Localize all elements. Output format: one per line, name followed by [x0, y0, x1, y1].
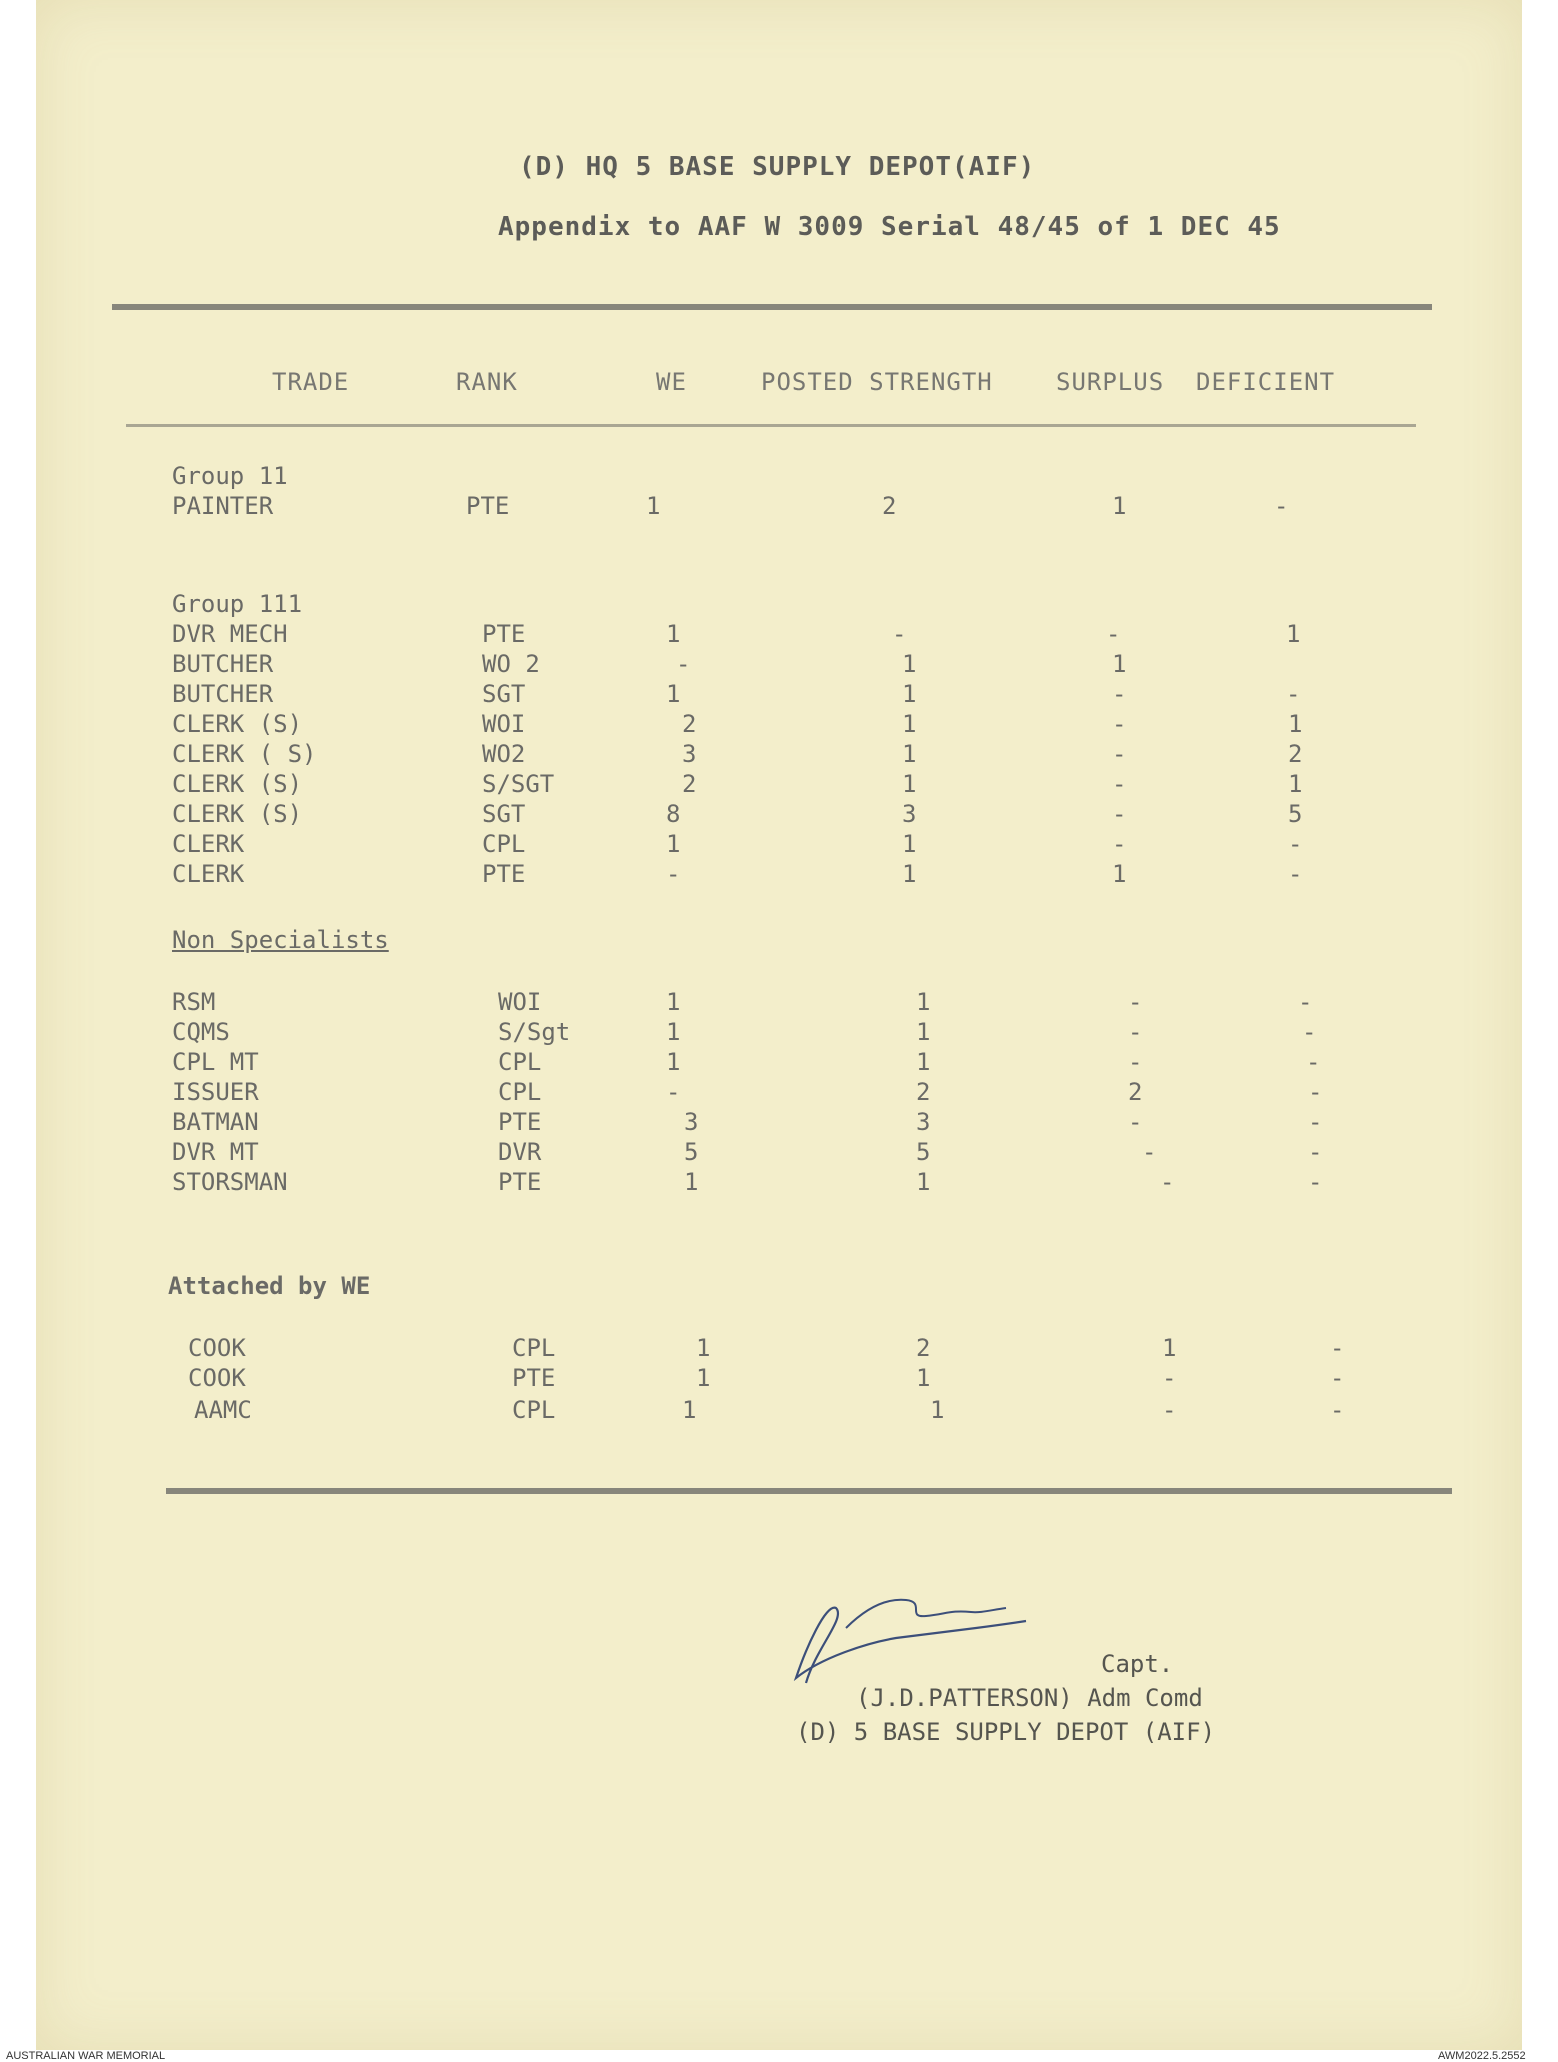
posted-cell: 1: [916, 1048, 931, 1076]
column-header-trade: TRADE: [272, 368, 350, 396]
we-cell: 1: [696, 1334, 711, 1362]
we-cell: 1: [666, 830, 681, 858]
posted-cell: 1: [930, 1396, 945, 1424]
surplus-cell: -: [1162, 1396, 1177, 1424]
bottom-rule: [166, 1488, 1452, 1494]
trade-cell: DVR MECH: [172, 620, 288, 648]
table-row: [36, 1364, 1522, 1394]
table-row: [36, 650, 1522, 680]
surplus-cell: -: [1128, 1108, 1143, 1136]
we-cell: 1: [666, 620, 681, 648]
column-header-posted: POSTED STRENGTH: [761, 368, 993, 396]
posted-cell: -: [892, 620, 907, 648]
rank-cell: CPL: [498, 1048, 542, 1076]
top-rule: [112, 304, 1432, 310]
we-cell: 1: [684, 1168, 699, 1196]
column-header-rank: RANK: [456, 368, 518, 396]
rank-cell: S/Sgt: [498, 1018, 571, 1046]
trade-cell: CLERK ( S): [172, 740, 317, 768]
we-cell: 1: [682, 1396, 697, 1424]
rank-cell: PTE: [466, 492, 510, 520]
deficient-cell: -: [1302, 1018, 1317, 1046]
deficient-cell: 5: [1288, 800, 1303, 828]
rank-cell: PTE: [498, 1108, 542, 1136]
trade-cell: CLERK (S): [172, 710, 303, 738]
footer-archive-label: AUSTRALIAN WAR MEMORIAL: [6, 2050, 166, 2062]
posted-cell: 2: [882, 492, 897, 520]
posted-cell: 1: [916, 988, 931, 1016]
table-row: [36, 1048, 1522, 1078]
document-subtitle: Appendix to AAF W 3009 Serial 48/45 of 1 DEC 45: [498, 212, 1281, 242]
rank-cell: WOI: [482, 710, 526, 738]
deficient-cell: -: [1330, 1396, 1345, 1424]
table-row: [36, 680, 1522, 710]
surplus-cell: -: [1142, 1138, 1157, 1166]
surplus-cell: -: [1128, 1048, 1143, 1076]
surplus-cell: -: [1106, 620, 1121, 648]
rank-cell: WO2: [482, 740, 526, 768]
table-row: [36, 860, 1522, 890]
surplus-cell: -: [1128, 1018, 1143, 1046]
rank-cell: CPL: [512, 1334, 556, 1362]
table-row: [36, 1396, 1522, 1426]
column-header-deficient: DEFICIENT: [1196, 368, 1336, 396]
table-row: [36, 1018, 1522, 1048]
group-heading: Group 111: [172, 590, 303, 618]
trade-cell: CLERK (S): [172, 800, 303, 828]
posted-cell: 1: [902, 650, 917, 678]
we-cell: 1: [666, 1018, 681, 1046]
we-cell: -: [676, 650, 691, 678]
deficient-cell: 1: [1286, 620, 1301, 648]
surplus-cell: 1: [1112, 860, 1127, 888]
posted-cell: 1: [916, 1018, 931, 1046]
column-header-surplus: SURPLUS: [1056, 368, 1165, 396]
posted-cell: 1: [902, 740, 917, 768]
trade-cell: ISSUER: [172, 1078, 259, 1106]
surplus-cell: -: [1162, 1364, 1177, 1392]
posted-cell: 2: [916, 1334, 931, 1362]
table-row: [36, 740, 1522, 770]
surplus-cell: -: [1112, 710, 1127, 738]
document-title: (D) HQ 5 BASE SUPPLY DEPOT(AIF): [519, 152, 1036, 182]
we-cell: 1: [666, 988, 681, 1016]
table-row: [36, 988, 1522, 1018]
surplus-cell: -: [1112, 680, 1127, 708]
posted-cell: 1: [902, 710, 917, 738]
trade-cell: CLERK: [172, 860, 245, 888]
posted-cell: 1: [916, 1168, 931, 1196]
surplus-cell: 1: [1112, 492, 1127, 520]
deficient-cell: -: [1298, 988, 1313, 1016]
table-row: [36, 1334, 1522, 1364]
deficient-cell: 1: [1288, 710, 1303, 738]
posted-cell: 1: [902, 830, 917, 858]
deficient-cell: -: [1308, 1078, 1323, 1106]
posted-cell: 2: [916, 1078, 931, 1106]
table-row: [36, 830, 1522, 860]
posted-cell: 1: [902, 680, 917, 708]
group-heading: Non Specialists: [172, 926, 389, 954]
handwritten-signature: [776, 1588, 1116, 1698]
column-header-we: WE: [656, 368, 687, 396]
trade-cell: COOK: [188, 1364, 246, 1392]
deficient-cell: 2: [1288, 740, 1303, 768]
rank-cell: S/SGT: [482, 770, 555, 798]
posted-cell: 5: [916, 1138, 931, 1166]
surplus-cell: 2: [1128, 1078, 1143, 1106]
trade-cell: CPL MT: [172, 1048, 259, 1076]
deficient-cell: -: [1308, 1168, 1323, 1196]
table-row: [36, 1138, 1522, 1168]
posted-cell: 3: [902, 800, 917, 828]
posted-cell: 1: [916, 1364, 931, 1392]
deficient-cell: -: [1288, 860, 1303, 888]
group-heading: Group 11: [172, 462, 288, 490]
surplus-cell: -: [1112, 830, 1127, 858]
trade-cell: BATMAN: [172, 1108, 259, 1136]
surplus-cell: -: [1112, 740, 1127, 768]
posted-cell: 3: [916, 1108, 931, 1136]
we-cell: 1: [666, 1048, 681, 1076]
deficient-cell: -: [1308, 1108, 1323, 1136]
trade-cell: STORSMAN: [172, 1168, 288, 1196]
header-rule: [126, 424, 1416, 427]
table-row: [36, 620, 1522, 650]
table-row: [36, 1078, 1522, 1108]
trade-cell: BUTCHER: [172, 680, 274, 708]
signature-title: Capt.: [1101, 1650, 1174, 1678]
trade-cell: PAINTER: [172, 492, 274, 520]
we-cell: 1: [646, 492, 661, 520]
deficient-cell: -: [1274, 492, 1289, 520]
we-cell: 3: [684, 1108, 699, 1136]
rank-cell: WO 2: [482, 650, 540, 678]
deficient-cell: -: [1308, 1138, 1323, 1166]
deficient-cell: -: [1306, 1048, 1321, 1076]
table-row: [36, 710, 1522, 740]
trade-cell: CQMS: [172, 1018, 230, 1046]
we-cell: 1: [696, 1364, 711, 1392]
trade-cell: BUTCHER: [172, 650, 274, 678]
table-row: [36, 770, 1522, 800]
surplus-cell: 1: [1112, 650, 1127, 678]
rank-cell: PTE: [512, 1364, 556, 1392]
trade-cell: AAMC: [194, 1396, 252, 1424]
we-cell: 5: [684, 1138, 699, 1166]
deficient-cell: -: [1330, 1334, 1345, 1362]
rank-cell: PTE: [482, 620, 526, 648]
we-cell: -: [666, 1078, 681, 1106]
trade-cell: COOK: [188, 1334, 246, 1362]
surplus-cell: -: [1128, 988, 1143, 1016]
surplus-cell: -: [1160, 1168, 1175, 1196]
surplus-cell: -: [1112, 770, 1127, 798]
table-row: [36, 800, 1522, 830]
trade-cell: CLERK: [172, 830, 245, 858]
trade-cell: DVR MT: [172, 1138, 259, 1166]
deficient-cell: -: [1288, 830, 1303, 858]
table-row: [36, 492, 1522, 522]
signatory-name: (J.D.PATTERSON) Adm Comd: [856, 1684, 1203, 1712]
table-row: [36, 1168, 1522, 1198]
trade-cell: RSM: [172, 988, 216, 1016]
we-cell: 8: [666, 800, 681, 828]
group-heading: Attached by WE: [168, 1272, 371, 1300]
rank-cell: WOI: [498, 988, 542, 1016]
we-cell: 3: [682, 740, 697, 768]
we-cell: 2: [682, 710, 697, 738]
posted-cell: 1: [902, 860, 917, 888]
rank-cell: DVR: [498, 1138, 542, 1166]
rank-cell: CPL: [482, 830, 526, 858]
rank-cell: CPL: [498, 1078, 542, 1106]
table-row: [36, 1108, 1522, 1138]
rank-cell: SGT: [482, 800, 526, 828]
rank-cell: PTE: [498, 1168, 542, 1196]
rank-cell: CPL: [512, 1396, 556, 1424]
deficient-cell: -: [1286, 680, 1301, 708]
signatory-unit: (D) 5 BASE SUPPLY DEPOT (AIF): [796, 1718, 1216, 1746]
surplus-cell: -: [1112, 800, 1127, 828]
deficient-cell: -: [1330, 1364, 1345, 1392]
footer-record-id: AWM2022.5.2552: [1438, 2050, 1526, 2062]
we-cell: -: [666, 860, 681, 888]
rank-cell: SGT: [482, 680, 526, 708]
posted-cell: 1: [902, 770, 917, 798]
we-cell: 1: [666, 680, 681, 708]
we-cell: 2: [682, 770, 697, 798]
document-page: [36, 0, 1522, 2050]
surplus-cell: 1: [1162, 1334, 1177, 1362]
rank-cell: PTE: [482, 860, 526, 888]
trade-cell: CLERK (S): [172, 770, 303, 798]
deficient-cell: 1: [1288, 770, 1303, 798]
